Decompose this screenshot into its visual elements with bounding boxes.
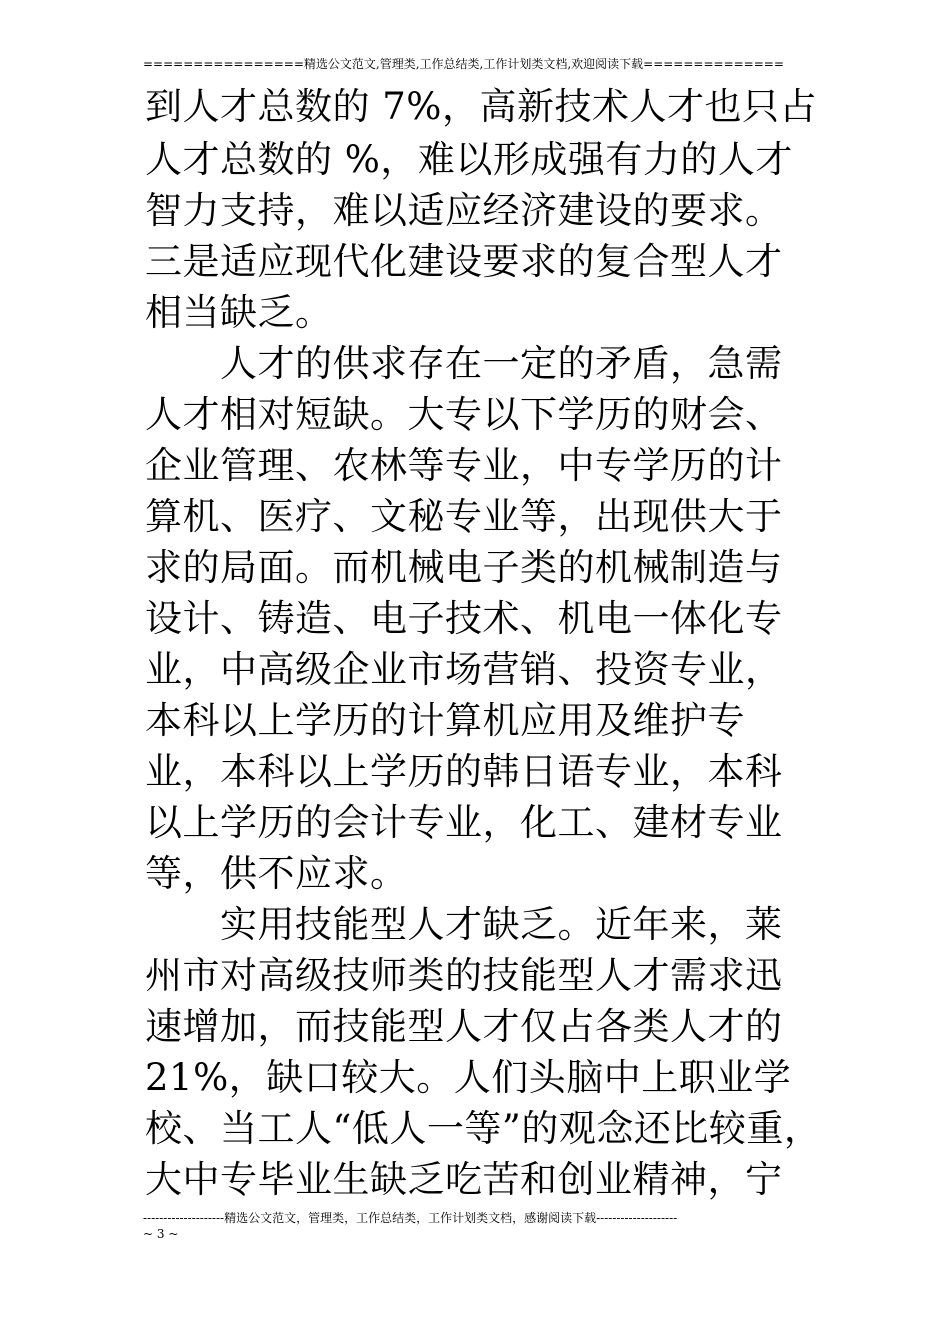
body-line: 三是适应现代化建设要求的复合型人才 [145,240,783,283]
body-line: 人才的供求存在一定的矛盾，急需 [145,342,783,385]
body-line: 企业管理、农林等专业，中专学历的计 [145,444,783,487]
body-line: 到人才总数的 7%，高新技术人才也只占 [145,85,817,128]
body-line: 业，本科以上学历的韩日语专业，本科 [145,750,783,793]
page-header: ================精选公文范文,管理类,工作总结类,工作计划类文档,欢迎阅读下载============== [143,57,784,71]
body-line: 智力支持，难以适应经济建设的要求。 [145,189,783,232]
body-line: 人才相对短缺。大专以下学历的财会、 [145,393,783,436]
body-line: 人才总数的 %，难以形成强有力的人才 [145,138,793,181]
body-line: 校、当工人“低人一等”的观念还比较重， [145,1107,822,1150]
body-line: 设计、铸造、电子技术、机电一体化专 [145,597,783,640]
body-line: 以上学历的会计专业，化工、建材专业 [145,801,783,844]
body-line: 实用技能型人才缺乏。近年来，莱 [145,903,783,946]
body-line: 等，供不应求。 [145,852,408,895]
page-footer: --------------------精选公文范文，管理类，工作总结类，工作计划类文档，感谢阅读下载-------------------- [143,1211,678,1225]
body-line: 大中专毕业生缺乏吃苦和创业精神，宁 [145,1158,783,1201]
page-number: ~ 3 ~ [143,1227,179,1241]
body-line: 州市对高级技师类的技能型人才需求迅 [145,954,783,997]
body-line: 21%，缺口较大。人们头脑中上职业学 [145,1056,792,1099]
body-line: 算机、医疗、文秘专业等，出现供大于 [145,495,783,538]
body-line: 相当缺乏。 [145,291,333,334]
body-line: 速增加，而技能型人才仅占各类人才的 [145,1005,783,1048]
body-line: 本科以上学历的计算机应用及维护专 [145,699,745,742]
body-line: 业，中高级企业市场营销、投资专业， [145,648,783,691]
body-line: 求的局面。而机械电子类的机械制造与 [145,546,783,589]
